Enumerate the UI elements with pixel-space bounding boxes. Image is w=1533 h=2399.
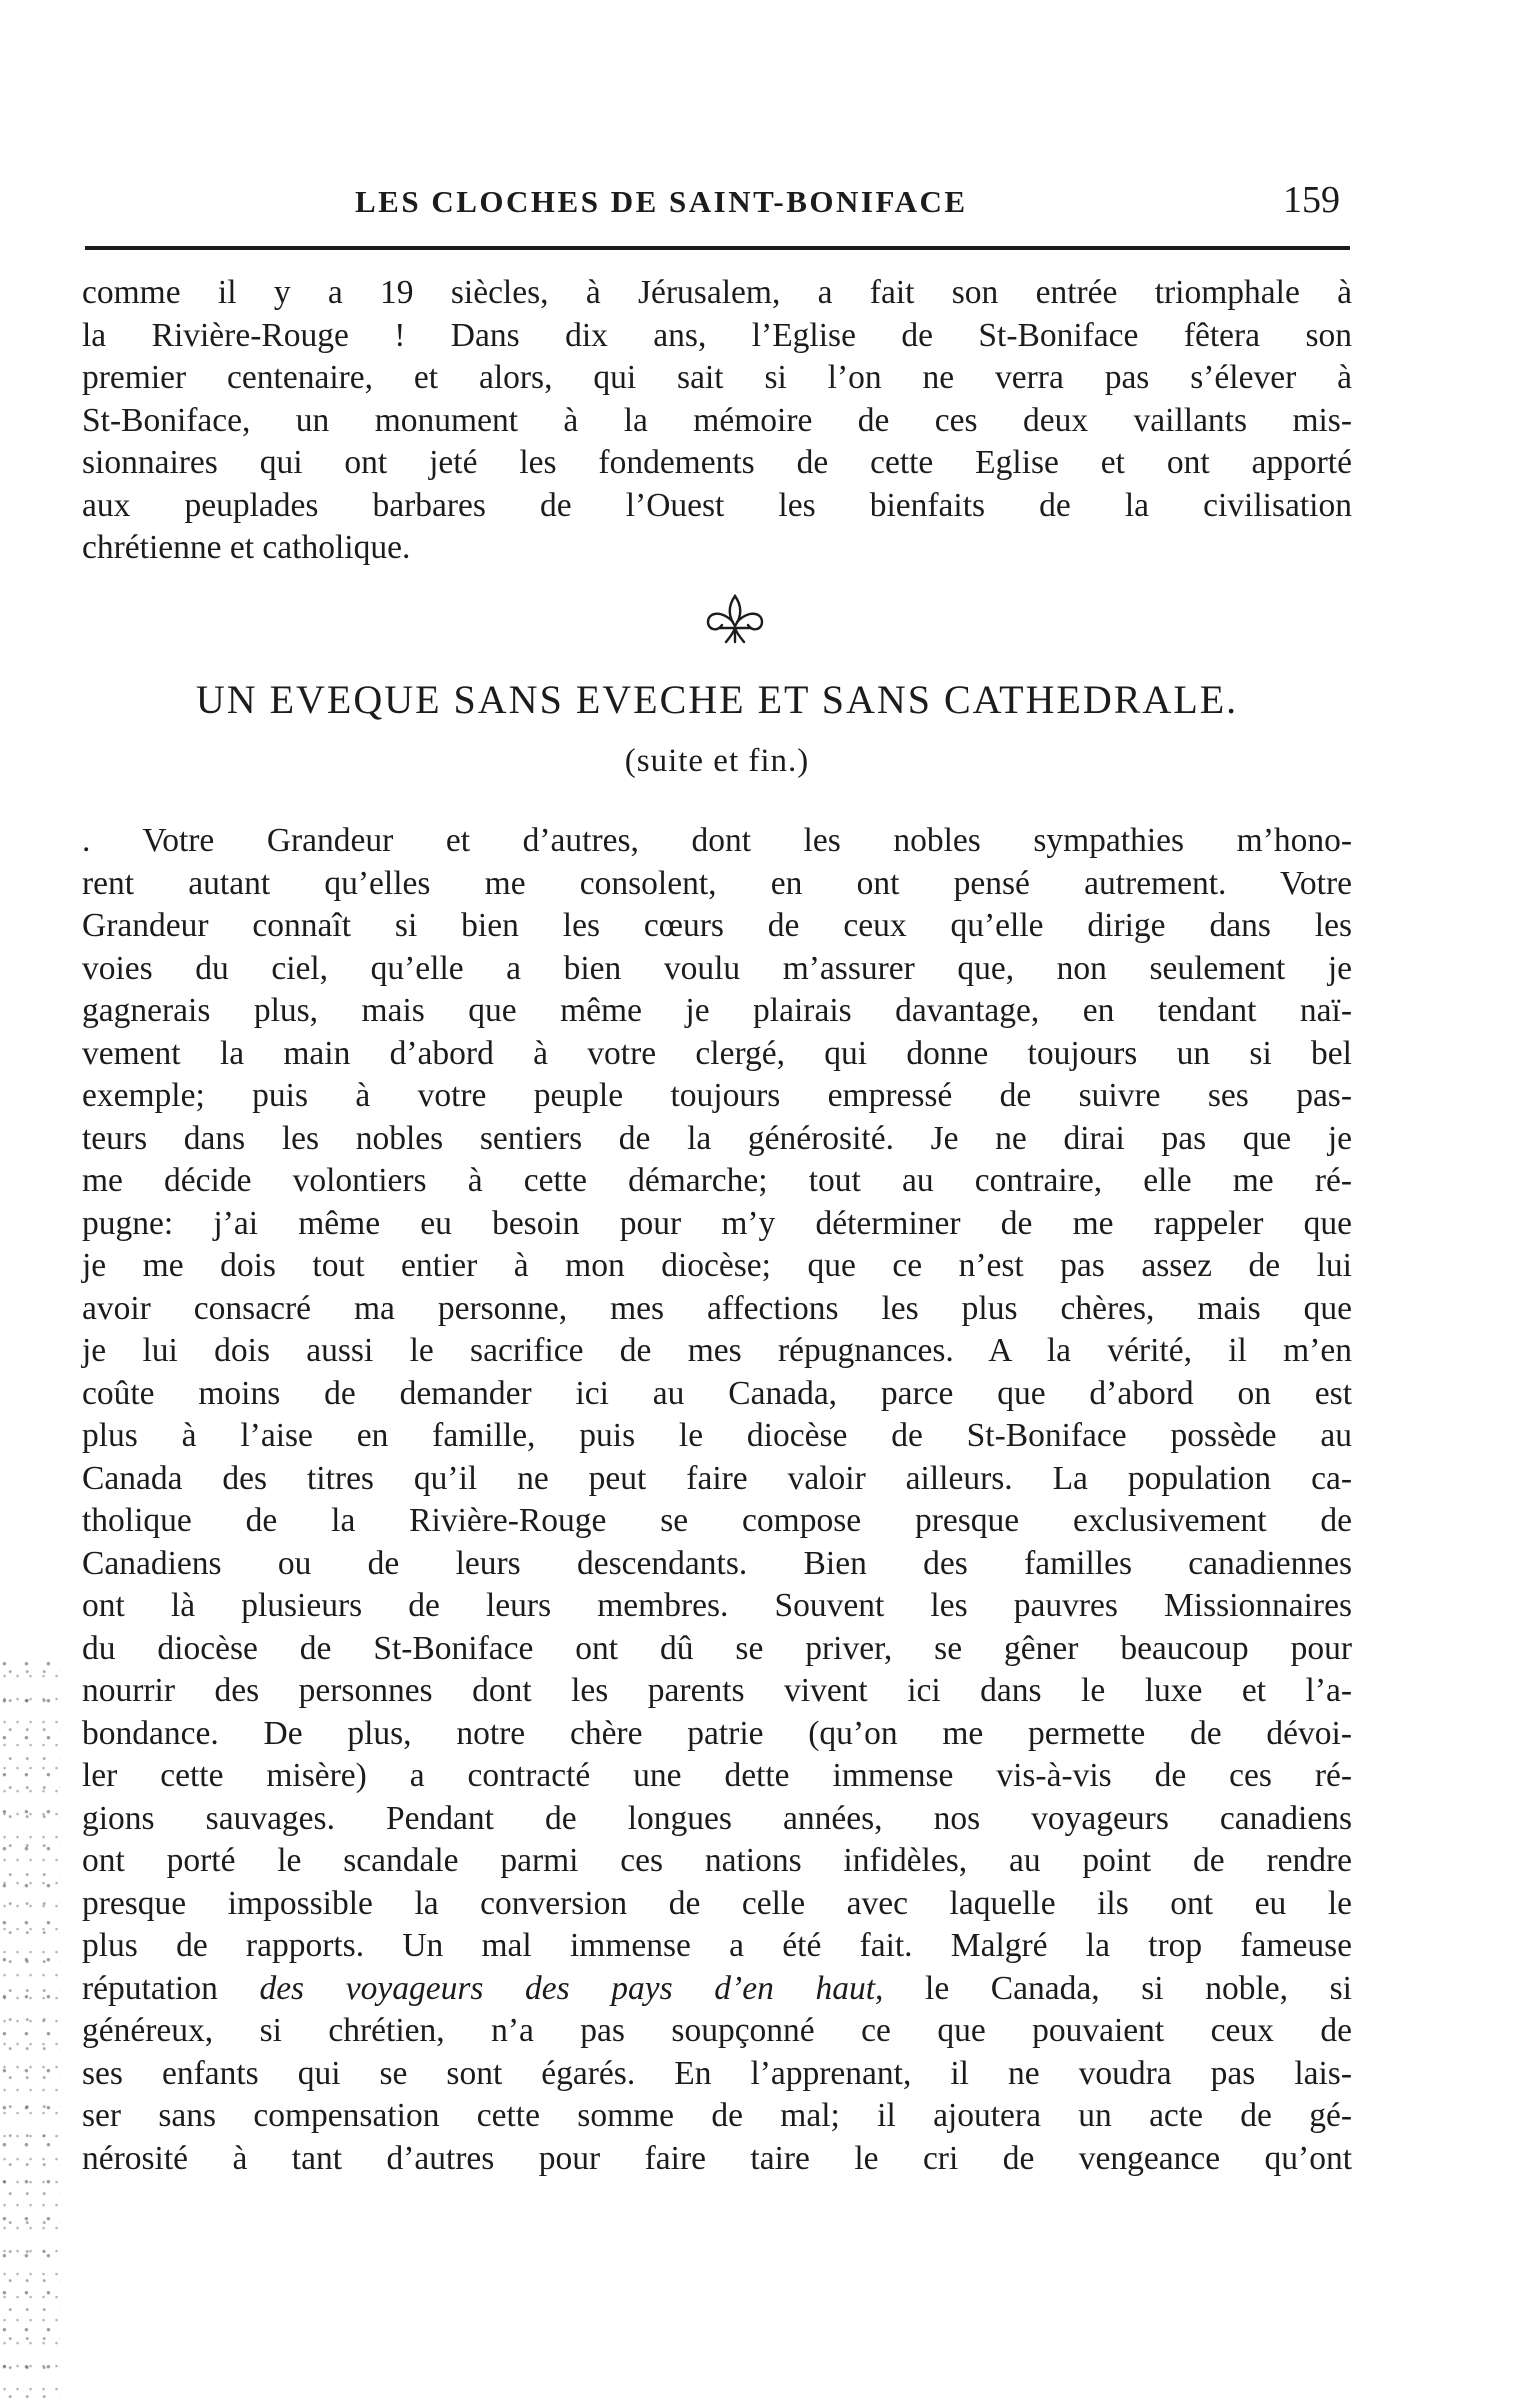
text-line: coûte moins de demander ici au Canada, parce que d’abord on est xyxy=(82,1374,1352,1412)
text-line: ont porté le scandale parmi ces nations infidèles, au point de rendre xyxy=(82,1842,1352,1879)
text-line: sionnaires qui ont jeté les fondements de cette Eglise et ont apporté xyxy=(82,444,1352,481)
text-line: chrétienne et catholique. xyxy=(82,529,411,566)
header-rule xyxy=(85,246,1350,250)
page-number: 159 xyxy=(1283,179,1340,221)
text-line: bondance. De plus, notre chère patrie (qu’on me permette de dévoi- xyxy=(82,1714,1352,1752)
paragraph-1 xyxy=(82,272,1352,570)
text-line: me décide volontiers à cette démarche; tout au contraire, elle me ré- xyxy=(82,1162,1352,1199)
text-line: plus de rapports. Un mal immense a été fait. Malgré la trop fameuse xyxy=(82,1927,1352,1964)
text-line: aux peuplades barbares de l’Ouest les bienfaits de la civilisation xyxy=(82,486,1352,524)
text-line: tholique de la Rivière-Rouge se compose presque exclusivement de xyxy=(82,1502,1352,1539)
section-title: UN EVEQUE SANS EVECHE ET SANS CATHEDRALE. xyxy=(195,677,1239,722)
scan-edge-noise xyxy=(0,1660,60,2399)
text-line: je lui dois aussi le sacrifice de mes répugnances. A la vérité, il m’en xyxy=(82,1332,1352,1369)
text-line: Canadiens ou de leurs descendants. Bien des familles canadiennes xyxy=(82,1544,1352,1582)
text-segment: réputation xyxy=(82,1969,260,2007)
paragraph-2 xyxy=(82,820,1352,2180)
text-line: nérosité à tant d’autres pour faire taire le cri de vengeance qu’ont xyxy=(82,2139,1352,2177)
text-line: je me dois tout entier à mon diocèse; que ce n’est pas assez de lui xyxy=(82,1247,1352,1284)
text-line: du diocèse de St-Boniface ont dû se priver, se gêner beaucoup pour xyxy=(82,1629,1352,1667)
text-line: ler cette misère) a contracté une dette immense vis-à-vis de ces ré- xyxy=(82,1757,1352,1794)
fleur-de-lis-icon xyxy=(700,592,770,646)
text-line-mixed xyxy=(82,1968,1352,2011)
text-line: généreux, si chrétien, n’a pas soupçonné ce que pouvaient ceux de xyxy=(82,2012,1352,2049)
text-line: St-Boniface, un monument à la mémoire de ces deux vaillants mis- xyxy=(82,401,1352,439)
text-line: nourrir des personnes dont les parents vivent ici dans le luxe et l’a- xyxy=(82,1672,1352,1709)
text-line: rent autant qu’elles me consolent, en ont pensé autrement. Votre xyxy=(82,864,1352,902)
text-line: pugne: j’ai même eu besoin pour m’y déterminer de me rappeler que xyxy=(82,1204,1352,1242)
text-line: teurs dans les nobles sentiers de la générosité. Je ne dirai pas que je xyxy=(82,1119,1352,1157)
running-head xyxy=(85,178,1350,228)
text-line: avoir consacré ma personne, mes affections les plus chères, mais que xyxy=(82,1289,1352,1327)
text-line: . Votre Grandeur et d’autres, dont les nobles sympathies m’hono- xyxy=(82,822,1352,859)
text-segment: le Canada, si noble, si xyxy=(883,1969,1352,2007)
text-line: Canada des titres qu’il ne peut faire valoir ailleurs. La population ca- xyxy=(82,1459,1352,1497)
text-line: ses enfants qui se sont égarés. En l’apprenant, il ne voudra pas lais- xyxy=(82,2054,1352,2092)
section-subtitle: (suite et fin.) xyxy=(624,743,810,779)
text-line: ont là plusieurs de leurs membres. Souvent les pauvres Missionnaires xyxy=(82,1587,1352,1624)
running-title: LES CLOCHES DE SAINT-BONIFACE xyxy=(355,184,968,219)
text-line: vement la main d’abord à votre clergé, qui donne toujours un si bel xyxy=(82,1034,1352,1072)
text-line: Grandeur connaît si bien les cœurs de ceux qu’elle dirige dans les xyxy=(82,907,1352,944)
text-line: exemple; puis à votre peuple toujours empressé de suivre ses pas- xyxy=(82,1077,1352,1114)
italic-phrase: des voyageurs des pays d’en haut, xyxy=(259,1969,884,2007)
text-line: premier centenaire, et alors, qui sait si l’on ne verra pas s’élever à xyxy=(82,359,1352,396)
text-line: gagnerais plus, mais que même je plairais davantage, en tendant naï- xyxy=(82,992,1352,1029)
text-line: ser sans compensation cette somme de mal; il ajoutera un acte de gé- xyxy=(82,2097,1352,2134)
text-line: voies du ciel, qu’elle a bien voulu m’assurer que, non seulement je xyxy=(82,949,1352,987)
text-line: comme il y a 19 siècles, à Jérusalem, a fait son entrée triomphale à xyxy=(82,274,1352,311)
text-line: la Rivière-Rouge ! Dans dix ans, l’Eglise de St-Boniface fêtera son xyxy=(82,316,1352,354)
text-line: presque impossible la conversion de celle avec laquelle ils ont eu le xyxy=(82,1884,1352,1922)
text-line: plus à l’aise en famille, puis le diocèse de St-Boniface possède au xyxy=(82,1417,1352,1454)
text-line: gions sauvages. Pendant de longues années, nos voyageurs canadiens xyxy=(82,1799,1352,1837)
